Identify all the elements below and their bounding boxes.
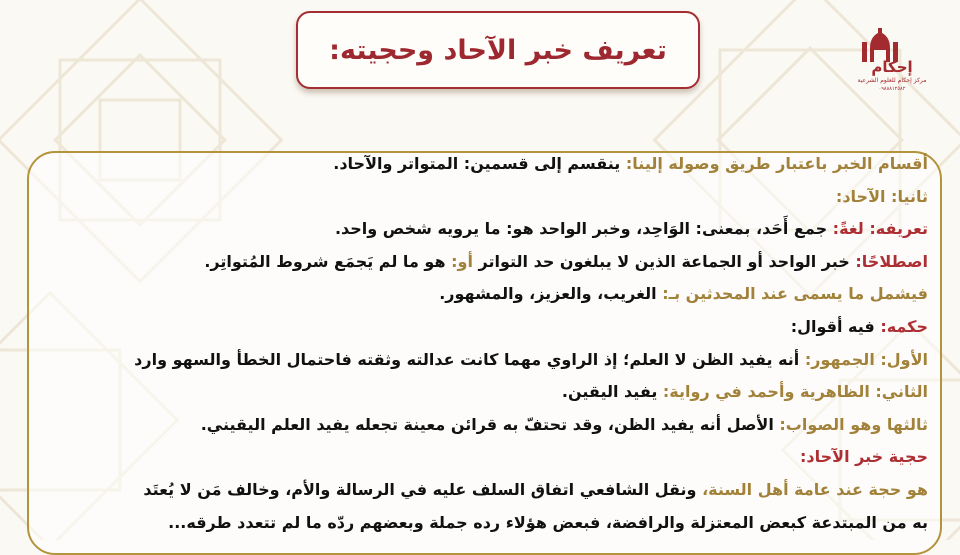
logo-number: ٠٩٨٨٨١٢٥٨٢ (878, 86, 906, 92)
line-definition-istilah (18, 246, 928, 279)
line-text: الأصل أنه يفيد الظن، وقد تحتفّ به قرائن معينة تجعله يفيد العلم اليقيني. (200, 414, 780, 434)
line-text-2: هو ما لم يَجمَع شروط المُتواتِر. (204, 251, 452, 271)
line-second-ahad (18, 181, 928, 214)
line-authority-text (18, 474, 928, 507)
line-label: الثاني: الظاهرية وأحمد في رواية: (662, 382, 928, 402)
line-label: اصطلاحًا: (855, 251, 928, 271)
line-first-opinion (18, 344, 928, 377)
logo (850, 28, 934, 94)
line-text: أنه يفيد الظن لا العلم؛ إذ الراوي مهما كانت عدالته وثقته فاحتمال الخطأ والسهو وارد (134, 349, 805, 369)
line-label: حجية خبر الآحاد: (800, 447, 928, 467)
line-label: هو حجة عند عامة أهل السنة، (702, 479, 928, 499)
content-text (18, 148, 928, 539)
line-authority-heading (18, 441, 928, 474)
line-third-opinion (18, 409, 928, 442)
line-includes (18, 278, 928, 311)
line-label: الأول: الجمهور: (804, 349, 928, 369)
slide-title: تعريف خبر الآحاد وحجيته: (329, 34, 667, 66)
logo-name: إحكام (871, 58, 913, 76)
line-label-or: أو: (451, 251, 473, 271)
line-text: فيه أقوال: (790, 316, 881, 336)
line-label: ثانيا: الآحاد: (835, 186, 928, 206)
line-text: يفيد اليقين. (561, 382, 663, 402)
line-text: ونقل الشافعي اتفاق السلف عليه في الرسالة والأم، وخالف مَن لا يُعتَد (143, 479, 703, 499)
line-definition-lugha (18, 213, 928, 246)
line-label: أقسام الخبر باعتبار طريق وصوله إلينا: (625, 154, 928, 173)
line-text: به من المبتدعة كبعض المعتزلة والرافضة، فبعض هؤلاء رده جملة وبعضهم ردّه ما لم تتعدد طرقه... (168, 512, 928, 532)
title-box (296, 11, 700, 89)
line-label: حكمه: (880, 316, 928, 336)
line-text: خبر الواحد أو الجماعة الذين لا يبلغون حد التواتر (472, 251, 856, 271)
line-khabar-divisions (18, 148, 928, 181)
line-label: ثالثها وهو الصواب: (779, 414, 928, 434)
line-ruling (18, 311, 928, 344)
line-text: الغريب، والعزيز، والمشهور. (439, 284, 663, 304)
logo-subtitle: مركز إحكام للعلوم الشرعية (857, 77, 927, 84)
line-text: جمع أَحَد، بمعنى: الوَاحِد، وخبر الواحد هو: ما يرويه شخص واحد. (334, 219, 833, 239)
line-authority-continued (18, 507, 928, 540)
line-text: ينقسم إلى قسمين: المتواتر والآحاد. (333, 154, 626, 173)
line-label: فيشمل ما يسمى عند المحدثين بـ: (662, 284, 928, 304)
line-label: تعريفه: لغةً: (832, 219, 928, 239)
line-second-opinion (18, 376, 928, 409)
